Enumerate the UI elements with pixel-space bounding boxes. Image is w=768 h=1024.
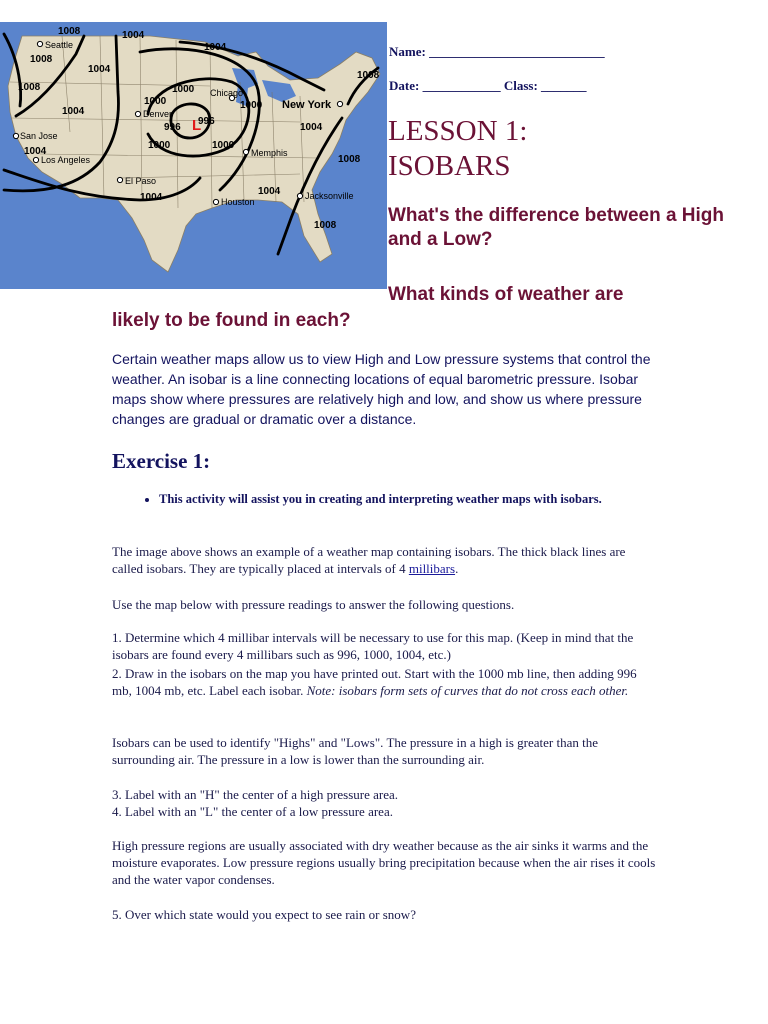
isobar-label: 1000 (148, 140, 171, 151)
isobar-label: 1008 (18, 82, 41, 93)
isobar-label: 1000 (212, 140, 235, 151)
step-4: 4. Label with an "L" the center of a low pressure area. (112, 804, 393, 819)
class-blank[interactable]: _______ (541, 78, 587, 93)
highs-lows-paragraph: Isobars can be used to identify "Highs" and "Lows". The pressure in a high is greater than the surrounding air. The pressure in a low is lower than the surrounding air. (112, 735, 598, 767)
exercise-bullets (135, 490, 659, 508)
isobar-label: 1008 (338, 154, 361, 165)
isobar-label: 1008 (357, 70, 380, 81)
step-3: 3. Label with an "H" the center of a high pressure area. (112, 787, 399, 802)
city-jacksonville (297, 191, 353, 201)
millibars-link[interactable]: millibars (408, 561, 456, 576)
svg-text:Denver: Denver (143, 109, 173, 119)
isobar-label: 996 (164, 122, 181, 133)
isobar-label: 1000 (144, 96, 167, 107)
isobar-label: 1008 (30, 54, 53, 65)
svg-text:Jacksonville: Jacksonville (305, 191, 354, 201)
step-1: 1. Determine which 4 millibar intervals will be necessary to use for this map. (Keep in mind that the isobars are found every 4 millibars such as 996, 1000, 1004, etc.) (112, 630, 634, 662)
svg-text:Memphis: Memphis (251, 148, 288, 158)
isobar-label: 1004 (62, 106, 85, 117)
isobar-label: 1004 (140, 192, 163, 203)
date-class-line (389, 78, 605, 112)
isobar-label: 1000 (240, 100, 263, 111)
map-instructions: Use the map below with pressure readings to answer the following questions. (112, 597, 515, 612)
lesson-title-line2: ISOBARS (388, 150, 511, 182)
svg-text:Chicago: Chicago (210, 88, 244, 98)
name-label: Name: (389, 44, 430, 59)
student-info-block (389, 44, 605, 112)
isobar-label: 1004 (24, 146, 47, 157)
isobar-label: 1004 (300, 122, 323, 133)
bullet-item: • This activity will assist you in creating and interpreting weather maps with isobars. (159, 490, 659, 508)
lesson-title-line1: LESSON 1: (388, 115, 528, 147)
isobar-label: 1000 (172, 84, 195, 95)
name-line (389, 44, 605, 78)
intro-paragraph: Certain weather maps allow us to view High and Low pressure systems that control the weather. An isobar is a line connecting locations of equal barometric pressure. Isobar maps show where pressures are relatively high and low, and show us where pressure changes are gradual or dramatic over a distance. (112, 351, 651, 427)
name-blank[interactable]: ___________________________ (429, 44, 605, 59)
svg-text:Houston: Houston (221, 197, 255, 207)
svg-text:New York: New York (282, 99, 332, 111)
step-2: 2. Draw in the isobars on the map you have printed out. Start with the 1000 mb line, then adding 996 mb, 1004 mb, etc. Label each isobar. Note: isobars form sets of curves that do not cross each other. (112, 666, 637, 698)
exercise-title: Exercise 1: (112, 449, 211, 473)
lesson-title (388, 114, 527, 184)
isobar-description: The image above shows an example of a weather map containing isobars. The thick black lines are called isobars. They are typically placed at intervals of 4 millibars. (112, 544, 626, 576)
date-blank[interactable]: ____________ (422, 78, 501, 93)
isobar-label: 1004 (204, 42, 227, 53)
step-2-note: Note: isobars form sets of curves that do not cross each other. (306, 683, 629, 698)
isobar-label: 1004 (258, 186, 281, 197)
city-memphis (243, 148, 288, 158)
question-weather-part1: What kinds of weather are (388, 284, 624, 305)
svg-text:Seattle: Seattle (45, 40, 74, 50)
question-weather-part2: likely to be found in each? (112, 310, 351, 331)
isobar-label: 1008 (314, 220, 337, 231)
low-pressure-marker: L (192, 117, 202, 134)
isobar-weather-map (0, 22, 387, 289)
svg-text:Los Angeles: Los Angeles (41, 155, 91, 165)
svg-text:El Paso: El Paso (125, 176, 157, 186)
step-5: 5. Over which state would you expect to see rain or snow? (112, 907, 416, 922)
question-high-low: What's the difference between a High and a Low? (388, 205, 725, 250)
isobar-label: 1004 (88, 64, 111, 75)
city-san-jose (13, 131, 57, 141)
isobar-label: 1004 (122, 30, 145, 41)
isobar-label: 996 (198, 116, 215, 127)
class-label: Class: (500, 78, 542, 93)
isobar-label: 1008 (58, 26, 81, 37)
svg-text:San Jose: San Jose (20, 131, 58, 141)
city-los-angeles (33, 155, 90, 165)
pressure-weather-paragraph: High pressure regions are usually associated with dry weather because as the air sinks it warms and the moisture evaporates. Low pressure regions usually bring precipitation because when the air rises it cools and the water vapor condenses. (112, 838, 656, 887)
date-label: Date: (389, 78, 423, 93)
